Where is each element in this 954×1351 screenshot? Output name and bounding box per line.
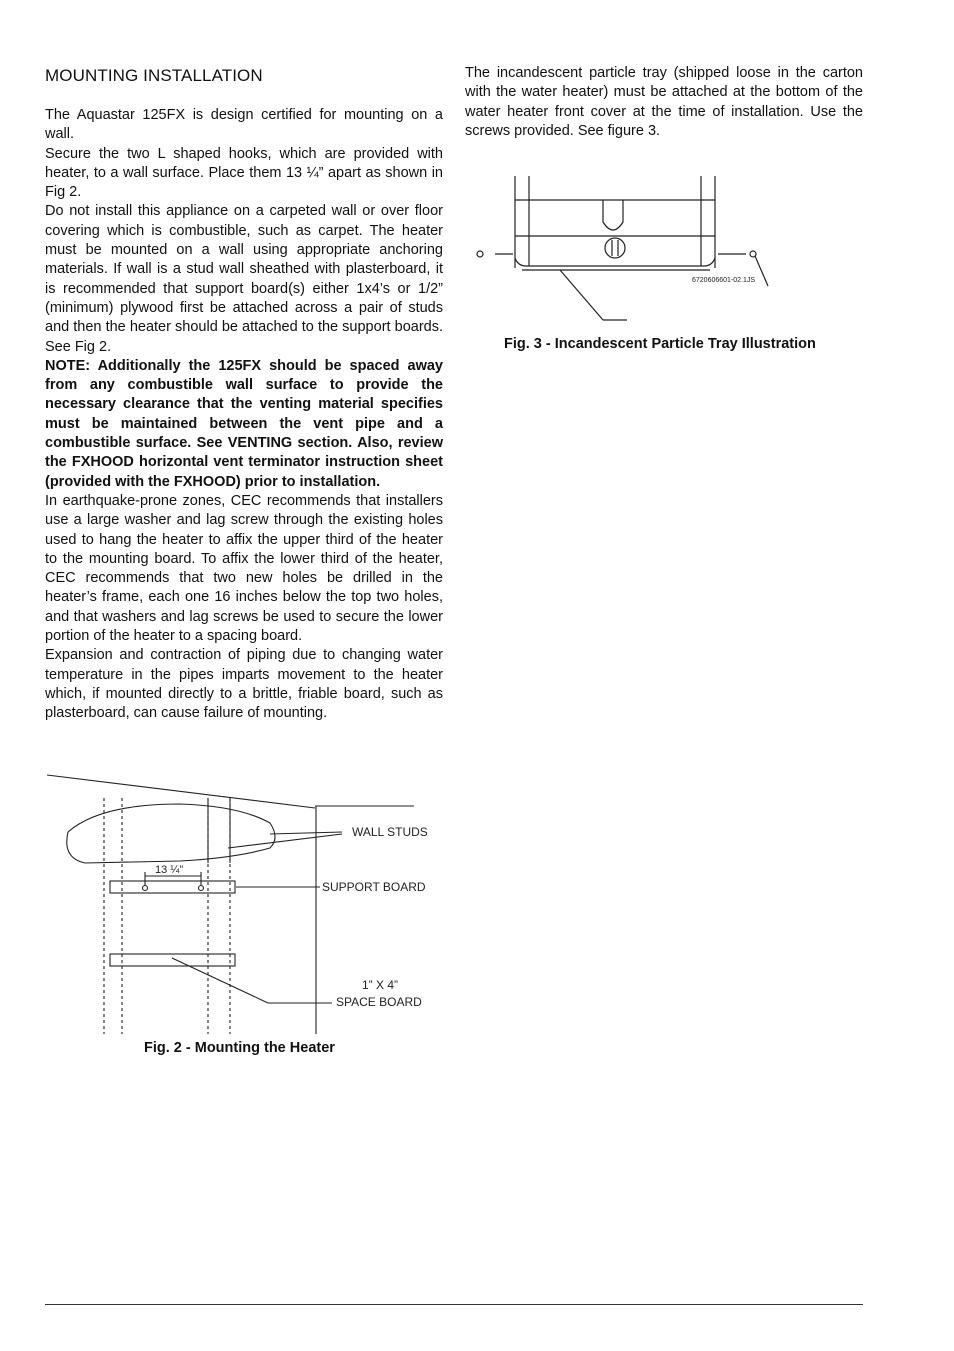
paragraph-earthquake: In earthquake-prone zones, CEC recommends that installers use a large washer and lag screw through the existing holes used to hang the heater to affix the upper third of the heater to the mounting board. To affix the lower third of the heater, CEC recommends that two new holes be drilled in the heater’s frame, each one 16 inches below the top two holes, and that washers and lag screws be used to secure the lower portion of the heater to a spacing board. (45, 492, 443, 645)
right-column (465, 64, 863, 141)
paragraph-note: NOTE: Additionally the 125FX should be spaced away from any combustible wall surface to provide the necessary clearance that the venting material specifies must be maintained between the vent pipe and a combustible surface. See VENTING section. Also, review the FXHOOD horizontal vent terminator instruction sheet (provided with the FXHOOD) prior to installation. (45, 357, 443, 490)
label-support-board: SUPPORT BOARD (322, 880, 426, 894)
label-wall-studs: WALL STUDS (352, 825, 428, 839)
paragraph-expansion: Expansion and contraction of piping due to changing water temperature in the pipes imparts movement to the heater which, if mounted directly to a brittle, friable board, such as plasterboard, can cause failure of mounting. (45, 647, 443, 722)
footer-rule (45, 1304, 863, 1305)
paragraph-hooks: Secure the two L shaped hooks, which are provided with heater, to a wall surface. Place them 13 ¼” apart as shown in Fig 2. (45, 145, 443, 201)
label-space-board: SPACE BOARD (336, 995, 422, 1009)
left-column (45, 64, 443, 724)
figure-2-caption: Fig. 2 - Mounting the Heater (144, 1040, 335, 1056)
paragraph-intro: The Aquastar 125FX is design certified for mounting on a wall. (45, 107, 443, 143)
paragraph-particle-tray: The incandescent particle tray (shipped loose in the carton with the water heater) must be attached at the bottom of the water heater front cover at the time of installation. Use the screws provided. See figure 3. (465, 65, 863, 139)
figure-3-particle-tray (470, 170, 780, 330)
label-dimension: 13 ¼” (155, 864, 184, 876)
figure-3-caption: Fig. 3 - Incandescent Particle Tray Illustration (504, 336, 816, 352)
section-title: MOUNTING INSTALLATION (45, 66, 263, 85)
figure-2-mounting (40, 768, 460, 1043)
fig3-part-number: 6720606601-02.1JS (692, 277, 756, 284)
paragraph-carpet-warning: Do not install this appliance on a carpeted wall or over floor covering which is combustible, such as carpet. The heater must be mounted on a wall using appropriate anchoring materials. If wall is a stud wall sheathed with plasterboard, it is recommended that support board(s) either 1x4’s or 1/2” (minimum) plywood first be attached across a pair of studs and then the heater should be attached to the support boards. See Fig 2. (45, 203, 443, 355)
label-space-board-size: 1” X 4” (362, 978, 399, 992)
